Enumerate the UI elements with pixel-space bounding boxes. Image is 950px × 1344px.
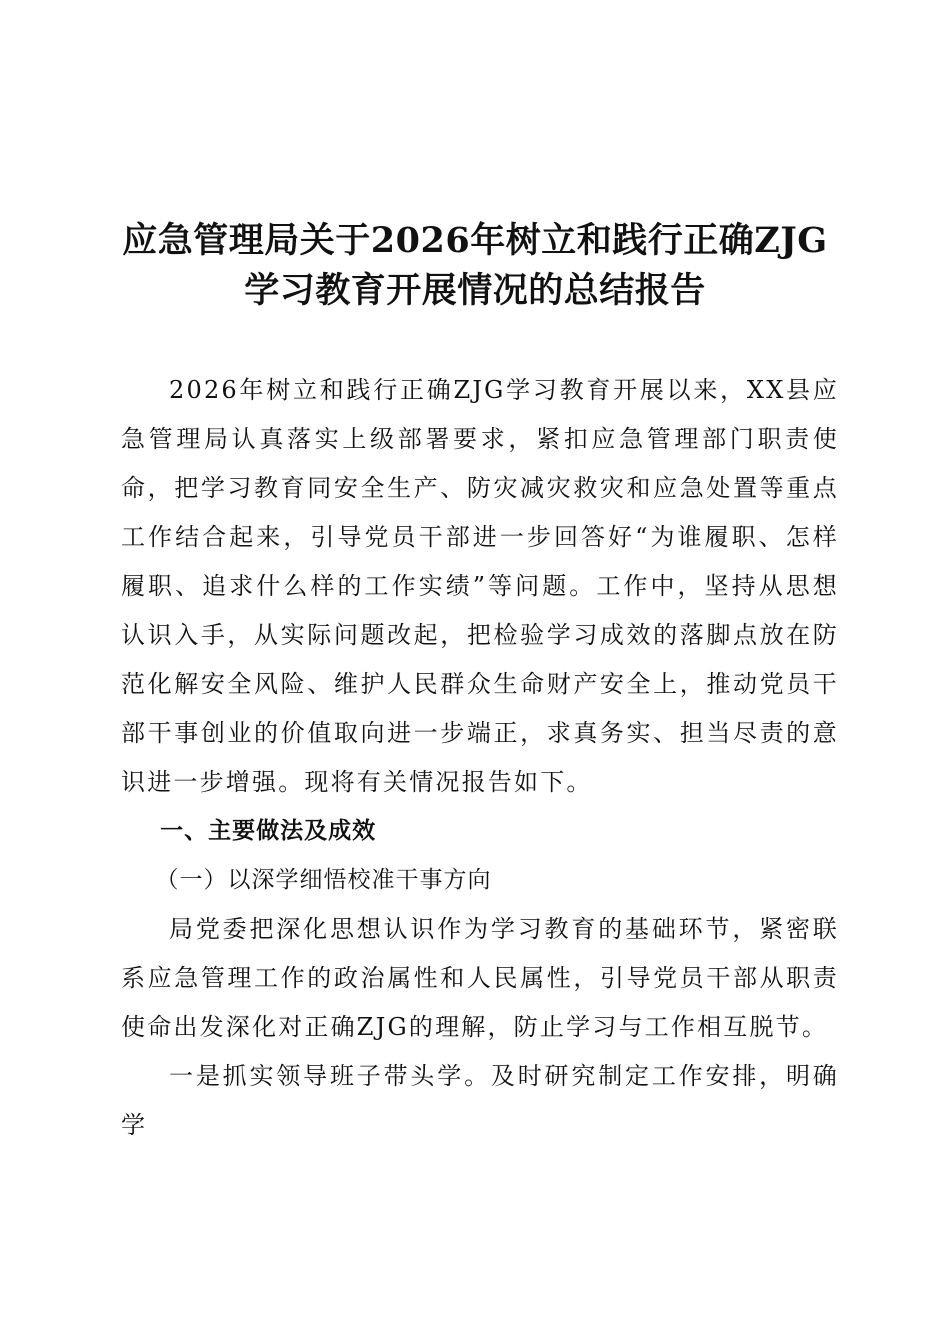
document-title [110,216,840,316]
point-paragraph-1: 一是抓实领导班子带头学。及时研究制定工作安排，明确学 [121,1062,839,1139]
title-line-1: 应急管理局关于2026年树立和践行正确ZJG [122,220,828,261]
document-body [121,366,839,1150]
section-heading-1: 一、主要做法及成效 [160,818,377,844]
subsection-heading-1: （一）以深学细悟校准干事方向 [155,867,492,893]
title-line-2: 学习教育开展情况的总结报告 [244,270,706,311]
subsection-paragraph-1: 局党委把深化思想认识作为学习教育的基础环节，紧密联系应急管理工作的政治属性和人民属性，引导党员干部从职责使命出发深化对正确ZJG的理解，防止学习与工作相互脱节。 [121,915,839,1041]
intro-paragraph: 2026年树立和践行正确ZJG学习教育开展以来，XX县应急管理局认真落实上级部署要求，紧扣应急管理部门职责使命，把学习教育同安全生产、防灾减灾救灾和应急处置等重点工作结合起来，引导党员干部进一步回答好“为谁履职、怎样履职、追求什么样的工作实绩”等问题。工作中，坚持从思想认识入手，从实际问题改起，把检验学习成效的落脚点放在防范化解安全风险、维护人民群众生命财产安全上，推动党员干部干事创业的价值取向进一步端正，求真务实、担当尽责的意识进一步增强。现将有关情况报告如下。 [121,376,839,796]
